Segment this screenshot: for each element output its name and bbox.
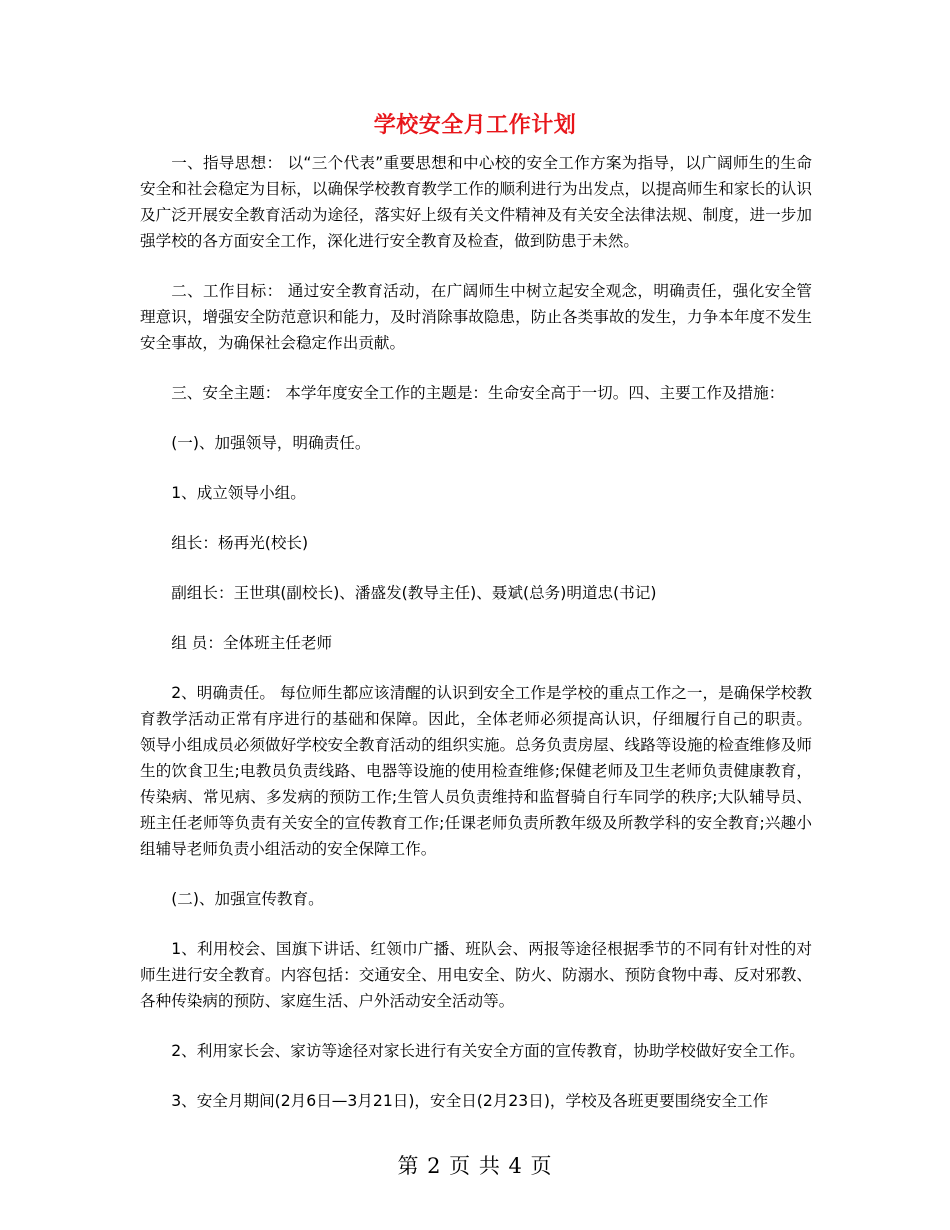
paragraph-publicity-channels: 1、利用校会、国旗下讲话、红领巾广播、班队会、两报等途径根据季节的不同有针对性的对师生进行安全教育。内容包括：交通安全、用电安全、防火、防溺水、预防食物中毒、反对邪教、各种传染病的预防、家庭生活、户外活动安全活动等。 xyxy=(140,940,812,1010)
document-body xyxy=(140,150,817,1138)
paragraph-work-goals: 二、工作目标： 通过安全教育活动，在广阔师生中树立起安全观念，明确责任，强化安全管理意识，增强安全防范意识和能力，及时消除事故隐患，防止各类事故的发生，力争本年度不发生安全事故，为确保社会稳定作出贡献。 xyxy=(140,282,812,352)
paragraph-form-group: 1、成立领导小组。 xyxy=(171,484,306,502)
paragraph-group-members: 组 员：全体班主任老师 xyxy=(171,634,333,652)
paragraph-safety-month: 3、安全月期间(2月6日—3月21日)，安全日(2月23日)，学校及各班更要围绕安全工作 xyxy=(171,1092,769,1110)
document-title: 学校安全月工作计划 xyxy=(373,113,577,138)
paragraph-deputy-leaders: 副组长：王世琪(副校长)、潘盛发(教导主任)、聂斌(总务)明道忠(书记) xyxy=(171,584,657,602)
paragraph-safety-theme: 三、安全主题： 本学年度安全工作的主题是：生命安全高于一切。四、主要工作及措施： xyxy=(171,384,785,402)
paragraph-responsibilities: 2、明确责任。 每位师生都应该清醒的认识到安全工作是学校的重点工作之一，是确保学校教育教学活动正常有序进行的基础和保障。因此，全体老师必须提高认识，仔细履行自己的职责。 领导小组成员必须做好学校安全教育活动的组织实施。总务负责房屋、线路等设施的检查维修及师生的饮食卫生;电教员负责线路、电器等设施的使用检查维修;保健老师及卫生老师负责健康教育，传染病、常见病、多发病的预防工作;生管人员负责维持和监督骑自行车同学的秩序;大队辅导员、班主任老师等负责有关安全的宣传教育工作;任课老师负责所教年级及所教学科的安全教育;兴趣小组辅导老师负责小组活动的安全保障工作。 xyxy=(140,684,817,858)
paragraph-group-leader: 组长：杨再光(校长) xyxy=(171,534,309,552)
paragraph-parent-education: 2、利用家长会、家访等途径对家长进行有关安全方面的宣传教育，协助学校做好安全工作。 xyxy=(171,1042,805,1060)
section-heading-leadership: (一)、加强领导，明确责任。 xyxy=(171,434,371,452)
page-number-footer: 第 2 页 共 4 页 xyxy=(397,1154,553,1178)
paragraph-guiding-ideology: 一、指导思想： 以“三个代表”重要思想和中心校的安全工作方案为指导，以广阔师生的生命安全和社会稳定为目标，以确保学校教育教学工作的顺利进行为出发点，以提高师生和家长的认识及广泛开展安全教育活动为途径，落实好上级有关文件精神及有关安全法律法规、制度，进一步加强学校的各方面安全工作，深化进行安全教育及检查，做到防患于未然。 xyxy=(140,154,812,250)
section-heading-publicity: (二)、加强宣传教育。 xyxy=(171,890,324,908)
